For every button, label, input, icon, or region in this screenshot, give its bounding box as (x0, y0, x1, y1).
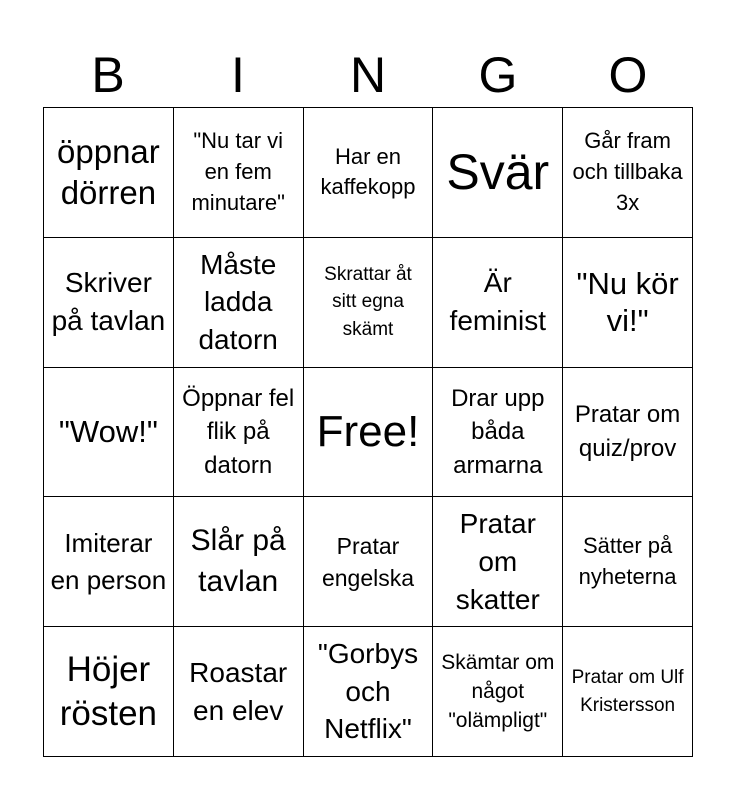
bingo-cell-r0-c2[interactable]: Har en kaffekopp (304, 108, 434, 238)
bingo-cell-r4-c1[interactable]: Roastar en elev (174, 627, 304, 757)
bingo-cell-r4-c0[interactable]: Höjer rösten (44, 627, 174, 757)
header-letter-g: G (478, 47, 518, 103)
bingo-cell-r3-c4[interactable]: Sätter på nyheterna (563, 497, 693, 627)
bingo-cell-r4-c4[interactable]: Pratar om Ulf Kristersson (563, 627, 693, 757)
bingo-cell-r1-c4[interactable]: "Nu kör vi!" (563, 238, 693, 368)
bingo-cell-r1-c2[interactable]: Skrattar åt sitt egna skämt (304, 238, 434, 368)
bingo-header (43, 44, 693, 106)
header-letter-o: O (608, 47, 648, 103)
header-letter-n: N (349, 47, 387, 103)
bingo-cell-r2-c4[interactable]: Pratar om quiz/prov (563, 368, 693, 498)
bingo-cell-r4-c2[interactable]: "Gorbys och Netflix" (304, 627, 434, 757)
bingo-cell-free[interactable]: Free! (304, 368, 434, 498)
bingo-cell-r1-c1[interactable]: Måste ladda datorn (174, 238, 304, 368)
header-letter-b: B (91, 47, 125, 103)
header-letter-i: I (231, 47, 245, 103)
bingo-cell-r4-c3[interactable]: Skämtar om något "olämpligt" (433, 627, 563, 757)
bingo-cell-r0-c0[interactable]: öppnar dörren (44, 108, 174, 238)
bingo-cell-r0-c4[interactable]: Går fram och tillbaka 3x (563, 108, 693, 238)
bingo-cell-r3-c1[interactable]: Slår på tavlan (174, 497, 304, 627)
bingo-cell-r2-c1[interactable]: Öppnar fel flik på datorn (174, 368, 304, 498)
bingo-cell-r3-c3[interactable]: Pratar om skatter (433, 497, 563, 627)
bingo-board (43, 107, 693, 757)
bingo-cell-r1-c0[interactable]: Skriver på tavlan (44, 238, 174, 368)
bingo-cell-r3-c2[interactable]: Pratar engelska (304, 497, 434, 627)
bingo-cell-r2-c3[interactable]: Drar upp båda armarna (433, 368, 563, 498)
bingo-cell-r0-c1[interactable]: "Nu tar vi en fem minutare" (174, 108, 304, 238)
bingo-cell-r0-c3[interactable]: Svär (433, 108, 563, 238)
bingo-cell-r1-c3[interactable]: Är feminist (433, 238, 563, 368)
bingo-cell-r2-c0[interactable]: "Wow!" (44, 368, 174, 498)
bingo-cell-r3-c0[interactable]: Imiterar en person (44, 497, 174, 627)
